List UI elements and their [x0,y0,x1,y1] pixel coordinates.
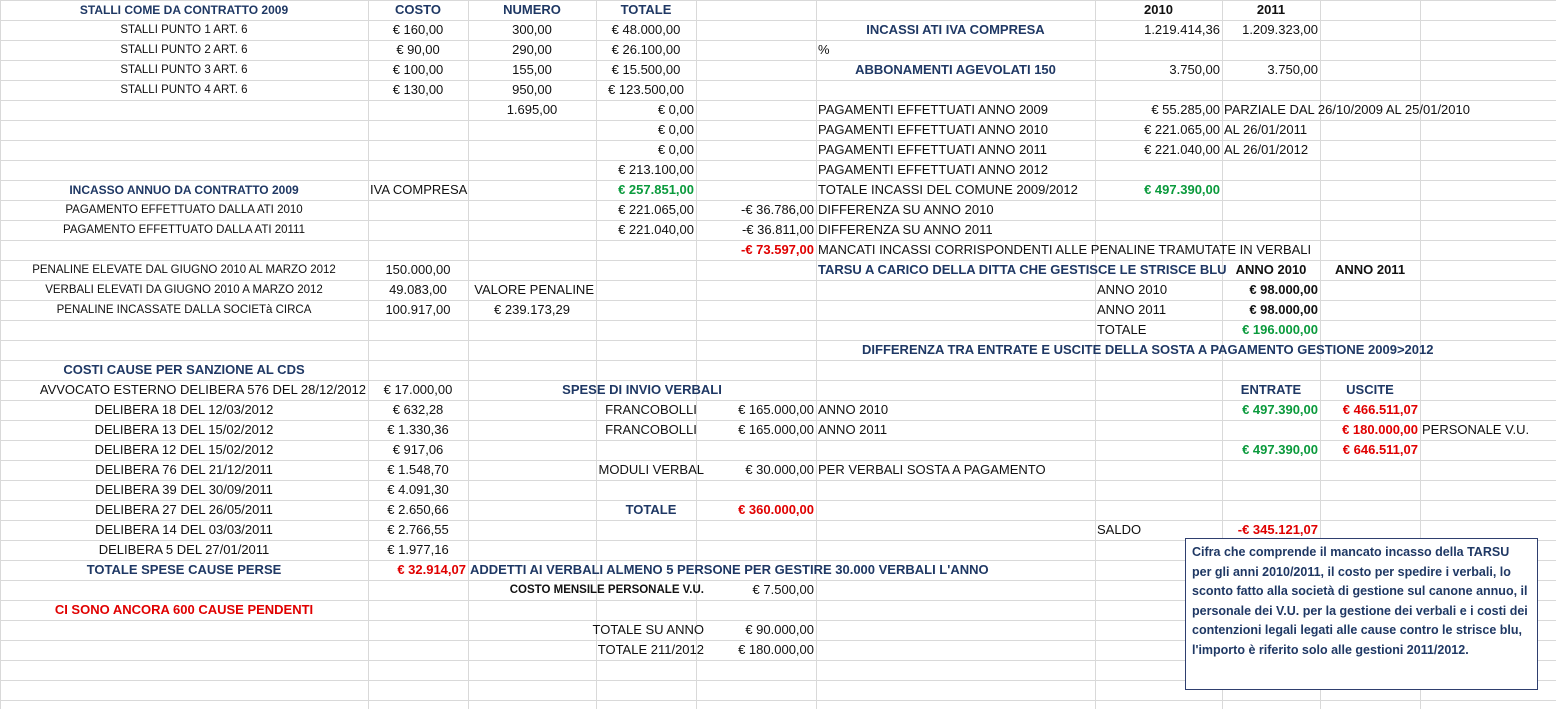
cell-a10[interactable]: PAGAMENTO EFFETTUATO DALLA ATI 2010 [65,204,303,216]
cell-e12[interactable]: -€ 73.597,00 [740,242,814,257]
cell-d23[interactable]: MODULI VERBAL [598,462,704,477]
cell-a14[interactable]: VERBALI ELEVATI DA GIUGNO 2010 A MARZO 2012 [45,284,323,296]
cell-d3[interactable]: € 15.500,00 [611,62,681,77]
cell-i22[interactable]: € 646.511,07 [1342,442,1418,457]
cell-f11[interactable]: DIFFERENZA SU ANNO 2011 [818,222,993,237]
cell-d11[interactable]: € 221.040,00 [618,222,694,237]
cell-d29[interactable]: COSTO MENSILE PERSONALE V.U. [509,584,704,596]
cell-i3[interactable]: 3.750,00 [1267,62,1318,77]
cell-e25[interactable]: € 360.000,00 [738,502,814,517]
cell-a28[interactable]: TOTALE SPESE CAUSE PERSE [86,562,282,577]
cell-d6[interactable]: € 0,00 [657,122,694,137]
cell-b28[interactable]: € 32.914,07 [397,562,466,577]
cell-c1[interactable]: 300,00 [512,22,552,37]
cell-b13[interactable]: 150.000,00 [385,262,451,277]
cell-i21[interactable]: € 180.000,00 [1342,422,1418,437]
cell-d20[interactable]: FRANCOBOLLI [605,402,697,417]
cell-a13[interactable]: PENALINE ELEVATE DAL GIUGNO 2010 AL MARZO 2012 [32,264,336,276]
cell-b20[interactable]: € 632,28 [392,402,444,417]
cell-d7[interactable]: € 0,00 [657,142,694,157]
cell-a27[interactable]: DELIBERA 5 DEL 27/01/2011 [98,542,270,557]
cell-j21[interactable]: PERSONALE V.U. [1422,422,1530,437]
cell-b22[interactable]: € 917,06 [392,442,444,457]
cell-b4[interactable]: € 130,00 [392,82,444,97]
cell-d19[interactable]: SPESE DI INVIO VERBALI [562,382,722,397]
cell-h-h[interactable]: 2010 [1144,2,1173,17]
cell-a25[interactable]: DELIBERA 27 DEL 26/05/2011 [95,502,273,517]
cell-d31[interactable]: TOTALE SU ANNO [592,622,704,637]
cell-a1[interactable]: STALLI PUNTO 1 ART. 6 [120,24,248,36]
cell-b2[interactable]: € 90,00 [396,42,440,57]
cell-c15[interactable]: € 239.173,29 [494,302,570,317]
cell-h6[interactable]: € 221.065,00 [1144,122,1220,137]
cell-b24[interactable]: € 4.091,30 [387,482,449,497]
cell-d5[interactable]: € 0,00 [657,102,694,117]
cell-d2[interactable]: € 26.100,00 [611,42,681,57]
cell-h15[interactable]: € 98.000,00 [1249,302,1318,317]
cell-e31[interactable]: € 90.000,00 [745,622,814,637]
cell-f9[interactable]: TOTALE INCASSI DEL COMUNE 2009/2012 [818,182,1078,197]
cell-g15[interactable]: ANNO 2011 [1097,302,1167,317]
cell-h22[interactable]: € 497.390,00 [1242,442,1318,457]
cell-a30[interactable]: CI SONO ANCORA 600 CAUSE PENDENTI [54,602,314,617]
cell-i-h[interactable]: 2011 [1256,2,1286,17]
cell-e23[interactable]: € 30.000,00 [745,462,814,477]
cell-d32[interactable]: TOTALE 211/2012 [597,642,704,657]
cell-d9[interactable]: € 257.851,00 [618,182,694,197]
cell-e10[interactable]: -€ 36.786,00 [740,202,814,217]
cell-f6[interactable]: PAGAMENTI EFFETTUATI ANNO 2010 [818,122,1048,137]
cell-f12[interactable]: MANCATI INCASSI CORRISPONDENTI ALLE PENALINE TRAMUTATE IN VERBALI [818,242,1312,257]
cell-h1[interactable]: 1.219.414,36 [1144,22,1220,37]
cell-f1[interactable]: INCASSI ATI IVA COMPRESA [866,22,1045,37]
cell-a21[interactable]: DELIBERA 13 DEL 15/02/2012 [94,422,274,437]
cell-h7[interactable]: € 221.040,00 [1144,142,1220,157]
cell-h20[interactable]: € 497.390,00 [1242,402,1318,417]
cell-c28[interactable]: ADDETTI AI VERBALI ALMENO 5 PERSONE PER GESTIRE 30.000 VERBALI L'ANNO [470,562,989,577]
cell-g14[interactable]: ANNO 2010 [1097,282,1168,297]
cell-e21[interactable]: € 165.000,00 [738,422,814,437]
cell-b9[interactable]: IVA COMPRESA [370,182,468,197]
cell-e29[interactable]: € 7.500,00 [752,582,814,597]
cell-b1[interactable]: € 160,00 [392,22,444,37]
cell-g26[interactable]: SALDO [1097,522,1142,537]
cell-i7[interactable]: AL 26/01/2012 [1224,142,1309,157]
cell-h13[interactable]: ANNO 2010 [1235,262,1307,277]
cell-i13[interactable]: ANNO 2011 [1334,262,1406,277]
cell-h3[interactable]: 3.750,00 [1169,62,1220,77]
cell-c3[interactable]: 155,00 [512,62,552,77]
cell-d4[interactable]: € 123.500,00 [608,82,684,97]
cell-a23[interactable]: DELIBERA 76 DEL 21/12/2011 [95,462,273,477]
cell-b27[interactable]: € 1.977,16 [387,542,449,557]
cell-a4[interactable]: STALLI PUNTO 4 ART. 6 [120,84,248,96]
cell-h14[interactable]: € 98.000,00 [1249,282,1318,297]
cell-d10[interactable]: € 221.065,00 [618,202,694,217]
cell-h5[interactable]: € 55.285,00 [1151,102,1220,117]
cell-i20[interactable]: € 466.511,07 [1342,402,1418,417]
cell-h9[interactable]: € 497.390,00 [1144,182,1220,197]
cell-i6[interactable]: AL 26/01/2011 [1224,122,1308,137]
cell-b23[interactable]: € 1.548,70 [387,462,449,477]
cell-a24[interactable]: DELIBERA 39 DEL 30/09/2011 [95,482,273,497]
cell-e11[interactable]: -€ 36.811,00 [741,222,814,237]
cell-f5[interactable]: PAGAMENTI EFFETTUATI ANNO 2009 [818,102,1048,117]
comment-note: Cifra che comprende il mancato incasso della TARSU per gli anni 2010/2011, il costo per spedire i verbali, lo sconto fatto alla società di gestione sul canone annuo, il personale dei V.U. per la gestione dei verbali e i costi dei contenzioni legali legati alle cause contro le strisce blu, l'importo è riferito solo alle gestioni 2011/2012. [1185,538,1538,690]
cell-c4[interactable]: 950,00 [512,82,552,97]
cell-i5[interactable]: PARZIALE DAL 26/10/2009 AL 25/01/2010 [1224,102,1470,117]
cell-h16[interactable]: € 196.000,00 [1242,322,1318,337]
cell-a3[interactable]: STALLI PUNTO 3 ART. 6 [120,64,248,76]
cell-a26[interactable]: DELIBERA 14 DEL 03/03/2011 [95,522,273,537]
cell-c5[interactable]: 1.695,00 [506,102,558,117]
cell-b19[interactable]: € 17.000,00 [383,382,453,397]
cell-d25[interactable]: TOTALE [625,502,677,517]
cell-b3[interactable]: € 100,00 [392,62,444,77]
cell-f8[interactable]: PAGAMENTI EFFETTUATI ANNO 2012 [818,162,1048,177]
cell-c14[interactable]: VALORE PENALINE [474,282,594,297]
cell-h19[interactable]: ENTRATE [1240,382,1302,397]
cell-f10[interactable]: DIFFERENZA SU ANNO 2010 [818,202,994,217]
cell-i1[interactable]: 1.209.323,00 [1242,22,1318,37]
cell-f20[interactable]: ANNO 2010 [818,402,889,417]
cell-a9[interactable]: INCASSO ANNUO DA CONTRATTO 2009 [69,183,299,197]
cell-d-h[interactable]: TOTALE [620,2,672,17]
cell-b14[interactable]: 49.083,00 [389,282,447,297]
cell-e32[interactable]: € 180.000,00 [738,642,814,657]
cell-a-h[interactable]: STALLI COME DA CONTRATTO 2009 [79,3,289,17]
cell-a19[interactable]: AVVOCATO ESTERNO DELIBERA 576 DEL 28/12/2012 [39,382,366,397]
cell-f7[interactable]: PAGAMENTI EFFETTUATI ANNO 2011 [818,142,1047,157]
cell-c2[interactable]: 290,00 [512,42,552,57]
cell-a2[interactable]: STALLI PUNTO 2 ART. 6 [120,44,248,56]
cell-f2[interactable]: % [818,42,830,57]
cell-b21[interactable]: € 1.330,36 [387,422,449,437]
cell-a18[interactable]: COSTI CAUSE PER SANZIONE AL CDS [63,362,305,377]
cell-i19[interactable]: USCITE [1346,382,1394,397]
cell-c-h[interactable]: NUMERO [503,2,561,17]
cell-b25[interactable]: € 2.650,66 [387,502,449,517]
cell-f13[interactable]: TARSU A CARICO DELLA DITTA CHE GESTISCE LE STRISCE BLU [818,262,1227,277]
cell-a11[interactable]: PAGAMENTO EFFETTUATO DALLA ATI 20111 [63,224,305,236]
cell-d1[interactable]: € 48.000,00 [611,22,681,37]
cell-f3[interactable]: ABBONAMENTI AGEVOLATI 150 [855,62,1056,77]
cell-b-h[interactable]: COSTO [395,2,441,17]
cell-a15[interactable]: PENALINE INCASSATE DALLA SOCIETà CIRCA [56,304,312,316]
cell-g16[interactable]: TOTALE [1097,322,1147,337]
cell-h26[interactable]: -€ 345.121,07 [1237,522,1318,537]
cell-b15[interactable]: 100.917,00 [385,302,451,317]
cell-d8[interactable]: € 213.100,00 [618,162,694,177]
cell-f23[interactable]: PER VERBALI SOSTA A PAGAMENTO [818,462,1046,477]
cell-b26[interactable]: € 2.766,55 [387,522,449,537]
cell-e20[interactable]: € 165.000,00 [738,402,814,417]
cell-f21[interactable]: ANNO 2011 [818,422,888,437]
cell-a20[interactable]: DELIBERA 18 DEL 12/03/2012 [94,402,274,417]
cell-d21[interactable]: FRANCOBOLLI [605,422,697,437]
cell-a22[interactable]: DELIBERA 12 DEL 15/02/2012 [94,442,274,457]
cell-f17[interactable]: DIFFERENZA TRA ENTRATE E USCITE DELLA SOSTA A PAGAMENTO GESTIONE 2009>2012 [862,342,1434,357]
